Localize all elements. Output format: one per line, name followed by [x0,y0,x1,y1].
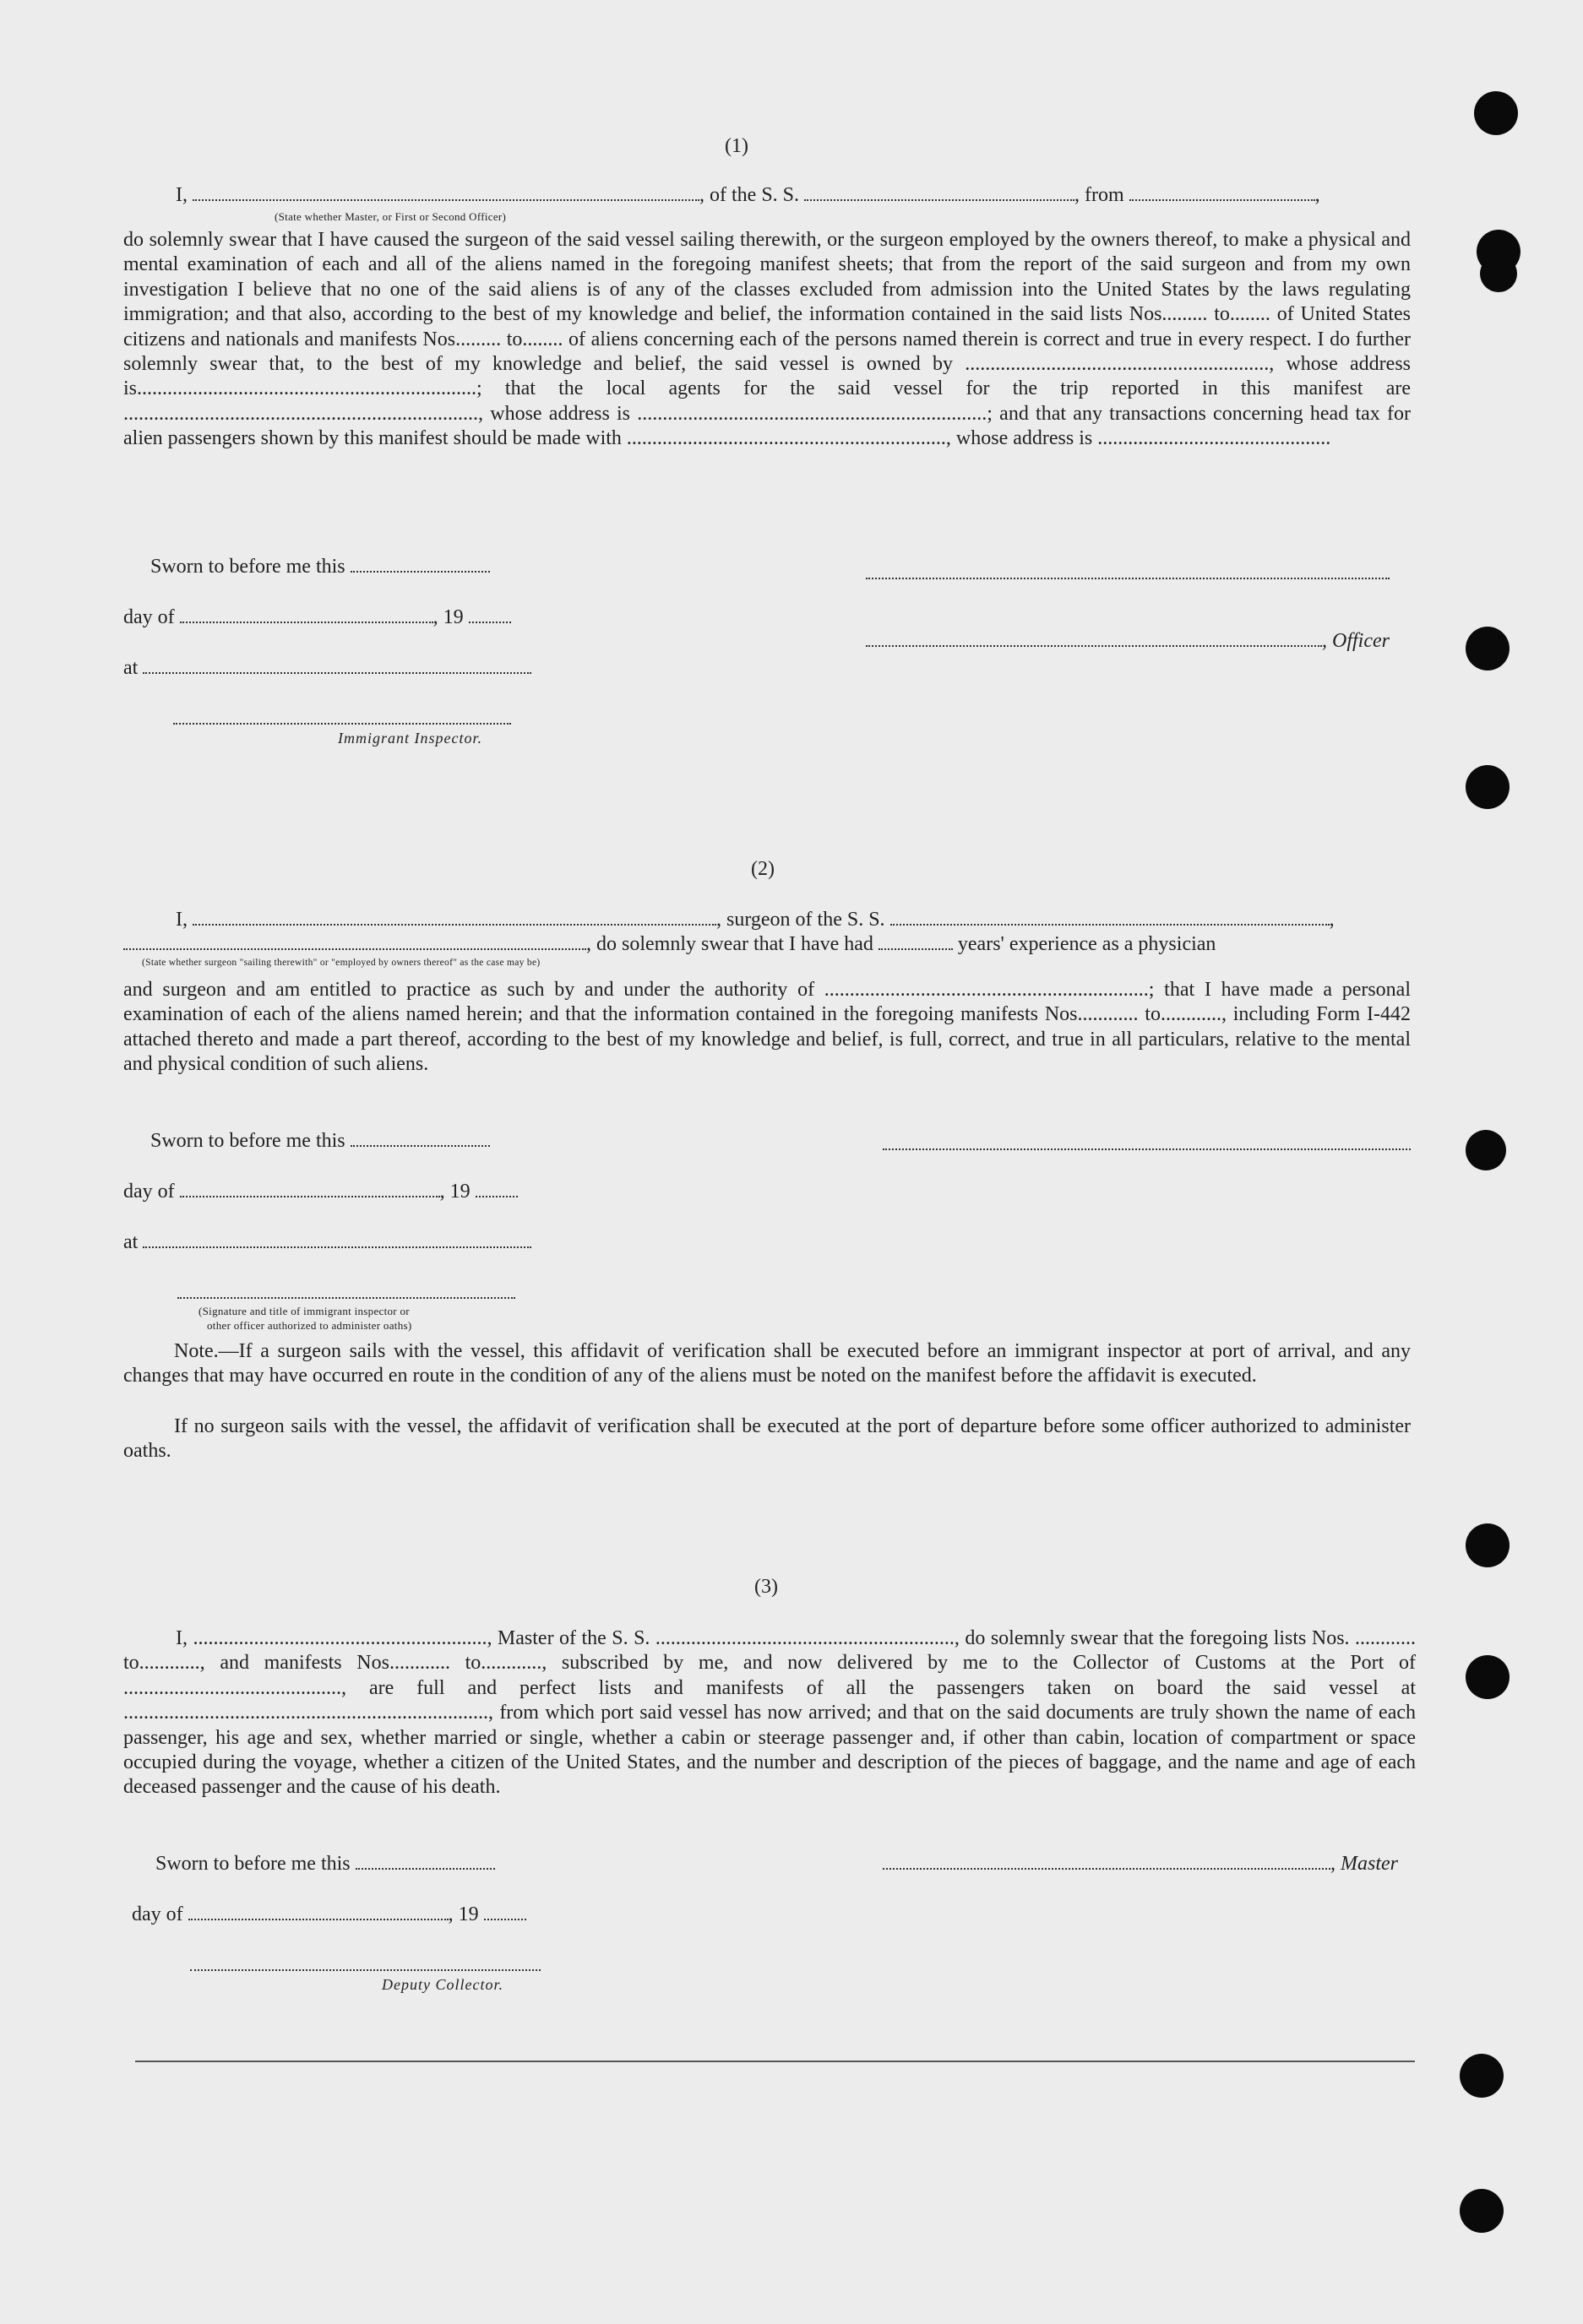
punch-hole [1460,2054,1504,2098]
signature-line[interactable] [866,578,1390,579]
master-signature-field[interactable] [883,1868,1330,1870]
label-swear: , do solemnly swear that I have had [586,933,873,955]
collector-label: Deputy Collector. [382,1976,503,1993]
label-19: , 19 [439,1181,471,1203]
label-officer: , Officer [1322,630,1390,652]
section-1-hint: (State whether Master, or First or Second Officer) [275,210,507,223]
label-day-of: day of [123,606,175,628]
bottom-rule [135,2061,1415,2062]
section-2-hint: (State whether surgeon "sailing therewith" or "employed by owners thereof" as the case may be) [142,958,541,968]
place-field[interactable] [143,1246,531,1248]
sworn-date-field[interactable] [356,1868,495,1870]
label-at: at [123,1231,139,1253]
comma: , [1314,184,1320,206]
section-2-note-1: Note.—If a surgeon sails with the vessel, this affidavit of verification shall be executed before an immigrant inspector at port of arrival, and any changes that may have occurred en route in the condition of any of the aliens must be noted on the manifest before the affidavit is executed. [123,1340,1411,1387]
section-3-master [883,1853,1398,1876]
surgeon-name-field[interactable] [193,924,716,926]
section-2-line-2 [123,933,1216,956]
section-3-paragraph: I, .........................................................., Master of the S. S. ..........................................................., do solemnly swear that the foregoing lists Nos. ............ to............, and manifests Nos............ to............, subscribed by me, and now delivered by me to the Collector of Customs at the Port of ..........................................., are full and perfect lists and manifests of all the passengers taken on board the said vessel at ........................................................................, from which port said vessel has now arrived; and that on the said documents are truly shown the name of each passenger, his age and sex, whether married or single, whether a cabin or steerage passenger and, if other than cabin, location of compartment or space occupied during the voyage, whether a citizen of the United States, and the number and description of the pieces of baggage, and the name and age of each deceased passenger and the cause of his death. [123,1627,1416,1799]
sworn-date-field[interactable] [351,571,490,573]
label-sworn: Sworn to before me this [150,1130,345,1152]
label-at: at [123,657,139,679]
section-1-line-1 [176,184,1320,207]
label-sworn: Sworn to before me this [155,1853,351,1875]
section-2-at [123,1231,531,1254]
inspector-signature-line[interactable] [177,1297,515,1299]
section-1-day [123,606,511,629]
punch-hole [1466,765,1510,809]
section-1-officer [866,630,1390,653]
label-master: , Master [1330,1853,1398,1875]
inspector-signature-line[interactable] [173,723,511,725]
month-field[interactable] [188,1919,449,1920]
section-3-number: (3) [754,1576,778,1598]
label-sworn: Sworn to before me this [150,556,345,578]
punch-hole [1480,255,1517,292]
signature-note-1: (Signature and title of immigrant inspector or [199,1305,410,1317]
label-day-of: day of [123,1181,175,1203]
label-day-of: day of [132,1903,183,1925]
section-2-number: (2) [751,858,775,880]
label-19: , 19 [448,1903,479,1925]
section-2-day [123,1181,518,1203]
punch-hole [1466,1523,1510,1567]
signature-note-2: other officer authorized to administer oaths) [207,1319,412,1332]
section-1-paragraph: do solemnly swear that I have caused the surgeon of the said vessel sailing therewith, or the surgeon employed by the owners thereof, to make a physical and mental examination of each and all of the aliens named in the foregoing manifest sheets; that from the report of the said surgeon and from my own investigation I believe that no one of the said aliens is of any of the classes excluded from admission into the United States by the laws regulating immigration; and that also, according to the best of my knowledge and belief, the information contained in the said lists Nos......... to........ of United States citizens and nationals and manifests Nos......... to........ of aliens concerning each of the persons named therein is correct and true in every respect. I do further solemnly swear that, to the best of my knowledge and belief, the said vessel is owned by ............................................................, whose address is...................................................................; that the local agents for the said vessel for the trip reported in this manifest are ......................................................................, whose address is .....................................................................; and that any transactions concerning head tax for alien passengers shown by this manifest should be made with ..............................................................., whose address is .............................................. [123,229,1411,450]
section-2-line-1 [176,909,1335,931]
place-field[interactable] [143,672,531,674]
section-1-number: (1) [725,135,748,157]
section-2-sworn [150,1130,490,1153]
vessel-name-field[interactable] [804,199,1074,201]
section-2-paragraph: and surgeon and am entitled to practice as such by and under the authority of ................................................................; that I have made a personal examination of each of the aliens named herein; and that the information contained in the foregoing manifests Nos............ to............, including Form I-442 attached thereto and made a part thereof, according to the best of my knowledge and belief, is full, correct, and true in all particulars, relative to the mental and physical condition of such aliens. [123,979,1411,1076]
sworn-date-field[interactable] [351,1145,490,1147]
collector-signature-line[interactable] [190,1969,541,1971]
comma: , [1329,909,1335,931]
inspector-label: Immigrant Inspector. [338,730,482,747]
surgeon-signature-line[interactable] [883,1148,1411,1150]
punch-hole [1466,1130,1506,1170]
section-3-sworn [155,1853,495,1876]
officer-name-field[interactable] [193,199,699,201]
punch-hole [1466,1655,1510,1699]
years-field[interactable] [879,948,953,950]
punch-hole [1474,91,1518,135]
from-port-field[interactable] [1129,199,1315,201]
label-of-ss: , of the S. S. [699,184,800,206]
section-1-at [123,657,531,680]
year-field[interactable] [476,1196,518,1197]
vessel-name-field[interactable] [890,924,1330,926]
punch-hole [1466,627,1510,671]
year-field[interactable] [469,622,511,623]
label-years: years' experience as a physician [957,933,1216,955]
label-surgeon: , surgeon of the S. S. [716,909,885,931]
section-2-note-2: If no surgeon sails with the vessel, the affidavit of verification shall be executed at the port of departure before some officer authorized to administer oaths. [123,1415,1411,1463]
officer-signature-field[interactable] [866,645,1322,647]
section-3-day [132,1903,526,1926]
surgeon-status-field[interactable] [123,948,586,950]
month-field[interactable] [180,622,433,623]
label-from: , from [1074,184,1124,206]
year-field[interactable] [484,1919,526,1920]
label-i: I, [176,909,188,931]
month-field[interactable] [180,1196,440,1197]
punch-hole [1460,2189,1504,2233]
label-i: I, [176,184,188,206]
section-1-sworn [150,556,490,578]
label-19: , 19 [432,606,464,628]
